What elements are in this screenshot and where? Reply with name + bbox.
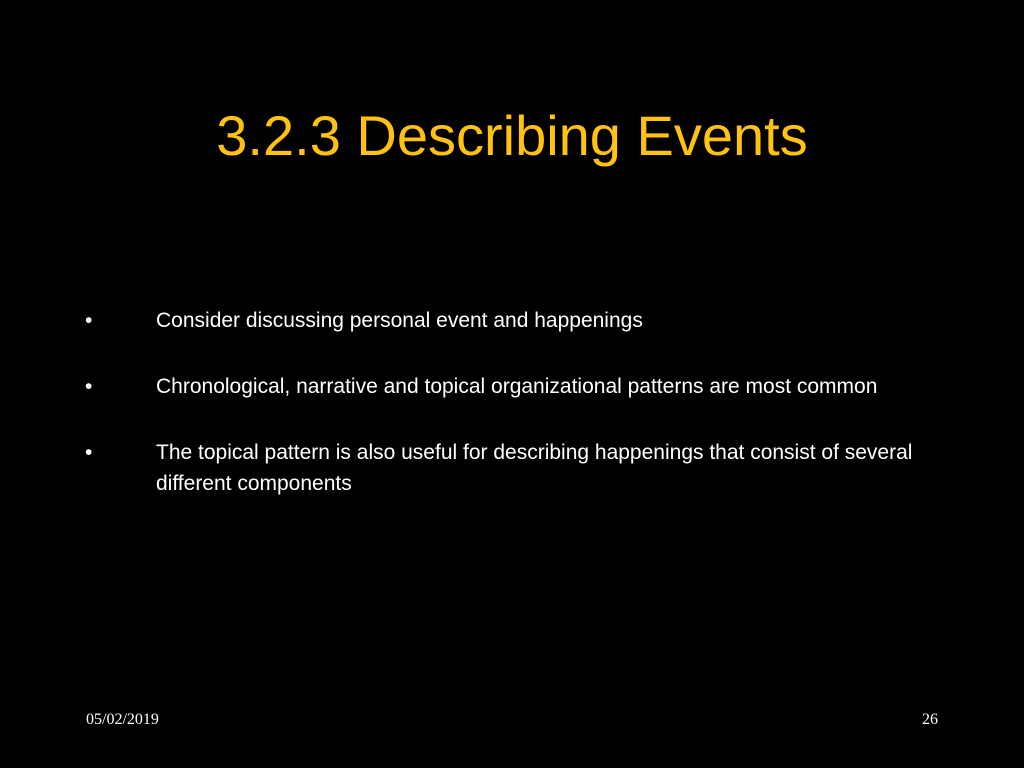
bullet-item <box>85 305 965 336</box>
bullet-text: Chronological, narrative and topical organizational patterns are most common <box>156 375 878 398</box>
bullet-item <box>85 437 965 499</box>
bullet-text: The topical pattern is also useful for describing happenings that consist of several different components <box>156 441 913 495</box>
bullet-item <box>85 371 965 402</box>
bullet-list <box>85 305 965 534</box>
page-number: 26 <box>922 711 938 728</box>
bullet-icon: • <box>85 309 93 332</box>
bullet-icon: • <box>85 375 93 398</box>
bullet-icon: • <box>85 441 93 464</box>
footer-date: 05/02/2019 <box>86 711 159 728</box>
slide-title: 3.2.3 Describing Events <box>216 104 808 167</box>
bullet-text: Consider discussing personal event and happenings <box>156 309 643 332</box>
